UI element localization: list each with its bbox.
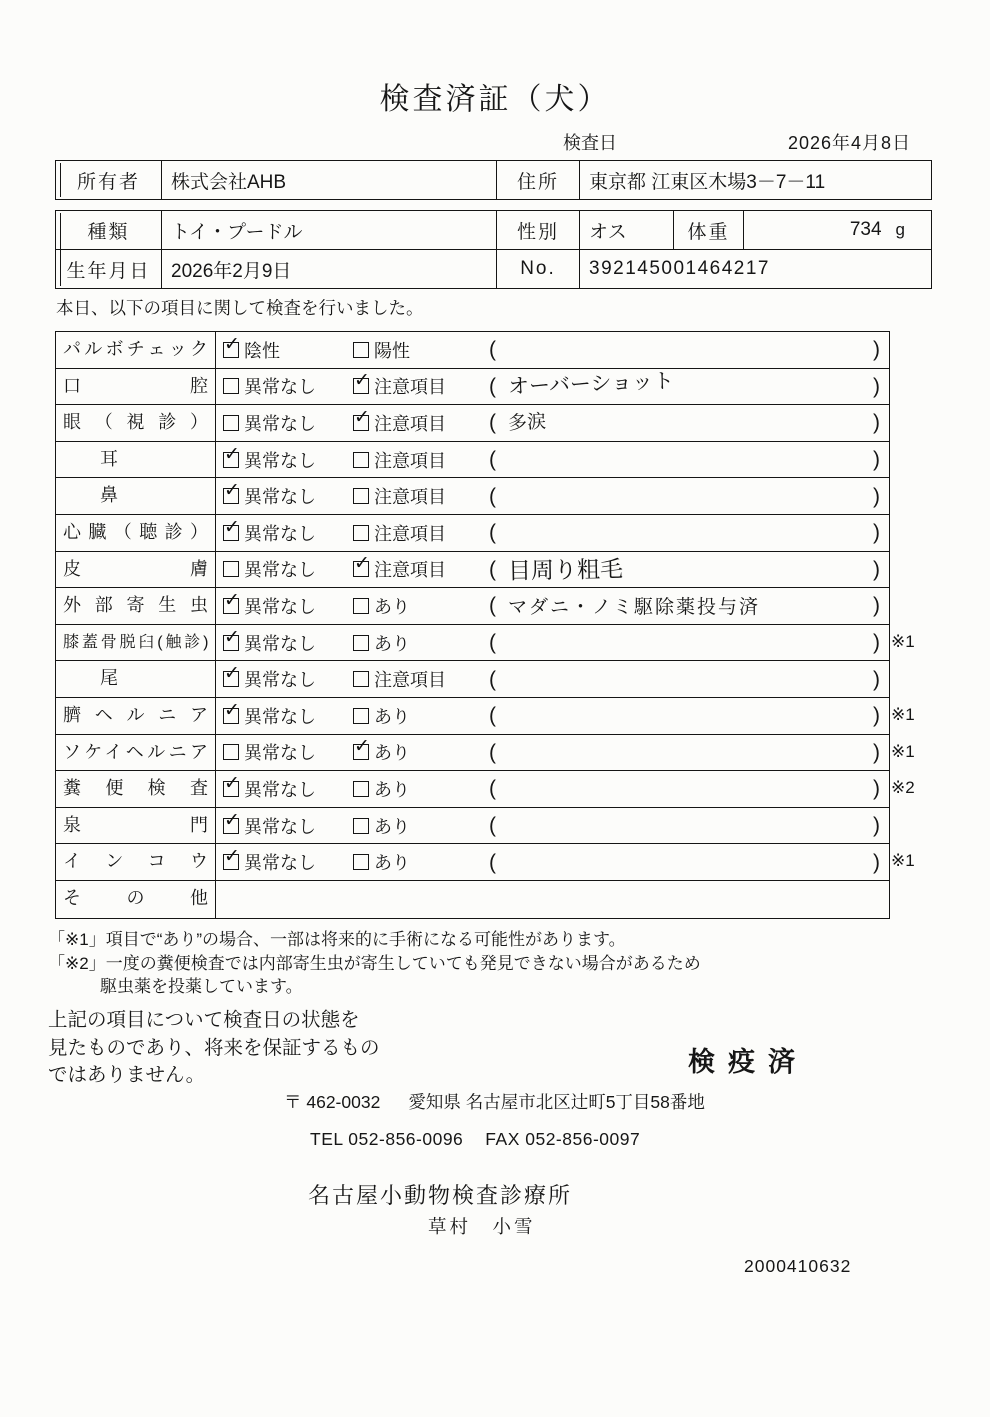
checkbox-label: 異常なし [244,413,316,434]
checkbox-icon [353,415,369,431]
clinic-tel-line [310,1129,640,1150]
open-paren: ( [489,814,496,838]
checkbox-icon [223,818,239,834]
remark-field [489,515,889,551]
checkbox-label: 注意項目 [374,560,446,581]
checkbox-label: 注意項目 [374,670,446,691]
breed-row [56,211,931,249]
weight-value: 734 [849,219,882,240]
exam-row-fontanelle [56,808,889,845]
exam-item-label: 心臓（聴診） [56,515,216,551]
footnote-marker: ※1 [891,741,915,761]
clinic-postal-line [284,1089,705,1114]
footnote-2: 「※2」一度の糞便検査では内部寄生虫が寄生していても発見できない場合があるため [48,953,701,973]
checkbox-icon [223,781,239,797]
checkbox-label: 異常なし [244,596,316,617]
document-number: 2000410632 [744,1256,852,1276]
checkbox-label: 異常なし [244,560,316,581]
exam-item-label: 口腔 [56,369,216,405]
checkbox-label: 異常なし [244,633,316,654]
remark-field [489,698,889,734]
owner-value: 株式会社AHB [161,161,496,199]
close-paren: ) [873,777,880,801]
breed-value: トイ・プードル [161,211,496,249]
close-paren: ) [873,374,880,398]
checkbox-option [223,478,353,514]
exam-item-label: 尾 [56,661,216,697]
checkbox-icon [223,415,239,431]
checkbox-option [353,625,489,661]
checkbox-icon [353,744,369,760]
remark-field [489,735,889,771]
remark-field [489,625,889,661]
exam-item-label: 糞便検査 [56,771,216,807]
checkbox-option [223,698,353,734]
open-paren: ( [489,850,496,874]
close-paren: ) [873,631,880,655]
checkbox-label: あり [374,706,410,727]
exam-item-label: 臍ヘルニア [56,698,216,734]
checkbox-option [223,771,353,807]
remark-field [489,552,889,588]
checkbox-icon [223,488,239,504]
checkbox-option [353,405,489,441]
close-paren: ) [873,484,880,508]
exam-item-label: パルボチェック [56,332,216,368]
sex-label: 性別 [496,211,579,249]
checkbox-option [223,405,353,441]
checkbox-icon [223,854,239,870]
checkbox-label: 異常なし [244,853,316,874]
open-paren: ( [489,704,496,728]
birth-row [56,249,931,288]
open-paren: ( [489,740,496,764]
handwritten-remark: 多涙 [507,411,547,435]
checkbox-option [353,735,489,771]
checkbox-label: 異常なし [244,450,316,471]
handwritten-remark: 目周り粗毛 [507,555,624,584]
checkbox-option [353,369,489,405]
checkbox-option [353,478,489,514]
remark-field [489,442,889,478]
checkbox-label: 陽性 [374,340,410,361]
close-paren: ) [873,594,880,618]
checkbox-icon [353,452,369,468]
disclaimer-line-3: ではありません。 [48,1064,206,1086]
exam-row-umbilical-hernia [56,698,915,735]
checkbox-label: 異常なし [244,487,316,508]
handwritten-remark: オーバーショット [507,370,675,399]
checkbox-label: 注意項目 [374,450,446,471]
owner-table [55,160,932,200]
checkbox-icon [353,378,369,394]
exam-row-eyes [56,405,889,442]
remark-field [489,844,889,880]
checkbox-label: あり [374,779,410,800]
exam-item-label: 眼（視診） [56,405,216,441]
birth-label: 生年月日 [66,260,151,282]
open-paren: ( [489,667,496,691]
disclaimer [48,1007,380,1090]
exam-row-parvo [56,332,889,369]
checkbox-icon [223,635,239,651]
checkbox-icon [223,525,239,541]
checkbox-option [353,552,489,588]
checkbox-label: あり [374,596,410,617]
exam-row-parasites [56,588,889,625]
checkbox-icon [223,342,239,358]
other-empty-cell [216,881,889,918]
exam-row-heart [56,515,889,552]
checkbox-label: 異常なし [244,377,316,398]
exam-item-label: インコウ [56,844,216,880]
exam-item-label: 外部寄生虫 [56,588,216,624]
open-paren: ( [489,631,496,655]
birth-value: 2026年2月9日 [161,250,496,288]
exam-row-fecal [56,771,915,808]
checkbox-icon [353,635,369,651]
checkbox-option [353,844,489,880]
exam-item-label: 耳 [56,442,216,478]
checkbox-icon [353,488,369,504]
checkbox-icon [353,781,369,797]
checkbox-option [223,369,353,405]
exam-row-mouth [56,369,889,406]
checkbox-option [353,442,489,478]
checkbox-option [353,515,489,551]
checkbox-icon [223,561,239,577]
intro-text: 本日、以下の項目に関して検査を行いました。 [56,298,424,318]
clinic-tel: TEL 052-856-0096 [310,1129,464,1149]
checkbox-label: 陰性 [244,340,280,361]
close-paren: ) [873,557,880,581]
address-label: 住所 [496,161,579,199]
checkbox-option [223,332,353,368]
open-paren: ( [489,521,496,545]
remark-field [489,771,889,807]
owner-label: 所有者 [76,171,140,193]
exam-row-skin [56,552,889,589]
footnotes [48,928,701,999]
checkbox-icon [223,452,239,468]
close-paren: ) [873,850,880,874]
remark-field [489,332,889,368]
close-paren: ) [873,338,880,362]
footnote-marker: ※1 [891,631,915,651]
remark-field [489,661,889,697]
remark-text: マダニ・ノミ駆除薬投与済 [508,597,761,619]
checkbox-icon [223,598,239,614]
checkbox-icon [353,818,369,834]
checkbox-icon [223,671,239,687]
clinic-address: 愛知県 名古屋市北区辻町5丁目58番地 [408,1092,705,1112]
checkbox-icon [223,744,239,760]
checkbox-icon [353,342,369,358]
checkbox-label: あり [374,853,410,874]
checkbox-option [353,661,489,697]
footnote-marker: ※1 [891,704,915,724]
footnote-marker: ※2 [891,778,915,798]
checkbox-option [223,588,353,624]
footnote-2-cont: 駆虫薬を投薬しています。 [100,977,303,996]
checkbox-option [353,771,489,807]
footnote-marker: ※1 [891,851,915,871]
sex-value: オス [579,211,673,249]
remark-field [489,808,889,844]
remark-field [489,588,889,624]
checkbox-icon [353,671,369,687]
exam-item-label: 泉門 [56,808,216,844]
clinic-fax: FAX 052-856-0097 [485,1129,641,1149]
checkbox-label: あり [374,633,410,654]
checkbox-label: あり [374,743,410,764]
inspection-date-label: 検査日 [563,133,617,153]
checkbox-option [223,552,353,588]
breed-label: 種類 [87,221,130,243]
exam-item-label: 膝蓋骨脱臼(触診) [56,625,216,661]
weight-unit: g [895,220,905,239]
checkbox-icon [353,525,369,541]
close-paren: ) [873,521,880,545]
weight-value-cell [743,211,931,249]
checkbox-label: 異常なし [244,743,316,764]
checkbox-label: 注意項目 [374,487,446,508]
close-paren: ) [873,667,880,691]
close-paren: ) [873,411,880,435]
inspection-date-value: 2026年4月8日 [788,133,912,153]
checkbox-option [223,735,353,771]
exam-row-patella [56,625,915,662]
checkbox-option [353,588,489,624]
open-paren: ( [489,411,496,435]
checkbox-option [223,661,353,697]
checkbox-icon [353,708,369,724]
checkbox-label: あり [374,816,410,837]
disclaimer-line-2: 見たものであり、将来を保証するもの [48,1036,380,1059]
no-label: No. [496,250,579,288]
checkbox-option [223,442,353,478]
open-paren: ( [489,374,496,398]
open-paren: ( [489,448,496,472]
clinic-name: 名古屋小動物検査診療所 [308,1183,573,1208]
disclaimer-line-1: 上記の項目について検査日の状態を [48,1009,360,1031]
address-value: 東京都 江東区木場3－7－11 [579,161,931,199]
postal-code: 〒 462-0032 [284,1092,381,1112]
animal-info-table [55,210,932,289]
exam-item-label: 鼻 [56,478,216,514]
close-paren: ) [873,448,880,472]
checkbox-icon [353,561,369,577]
exam-row-inguinal-hernia [56,735,915,772]
checkbox-label: 異常なし [244,816,316,837]
open-paren: ( [489,557,496,581]
remark-field [489,478,889,514]
checkbox-icon [223,378,239,394]
remark-field [489,405,889,441]
checkbox-option [223,625,353,661]
exam-item-label: 皮膚 [56,552,216,588]
exam-row-other [56,881,889,918]
checkbox-label: 異常なし [244,670,316,691]
page-title: 検査済証（犬） [379,83,611,116]
checkbox-option [223,844,353,880]
weight-label: 体重 [673,211,743,249]
checkbox-option [223,808,353,844]
open-paren: ( [489,594,496,618]
checkbox-option [223,515,353,551]
checkbox-option [353,808,489,844]
close-paren: ) [873,704,880,728]
checkbox-icon [353,854,369,870]
exam-row-inkou [56,844,915,881]
close-paren: ) [873,814,880,838]
owner-row [56,161,931,199]
checkbox-label: 異常なし [244,779,316,800]
close-paren: ) [873,740,880,764]
checkbox-label: 注意項目 [374,413,446,434]
exam-item-label: ソケイヘルニア [56,735,216,771]
exam-item-label: その他 [56,881,216,918]
open-paren: ( [489,777,496,801]
veterinarian-name: 草村 小雪 [428,1216,536,1237]
checkbox-option [353,332,489,368]
checkbox-label: 注意項目 [374,377,446,398]
checkbox-icon [223,708,239,724]
checkbox-option [353,698,489,734]
footnote-1: 「※1」項目で“あり”の場合、一部は将来的に手術になる可能性があります。 [48,930,626,949]
open-paren: ( [489,338,496,362]
checkbox-label: 異常なし [244,706,316,727]
quarantine-stamp: 検疫済 [688,1047,808,1077]
exam-row-tail [56,661,889,698]
exam-row-ears [56,442,889,479]
open-paren: ( [489,484,496,508]
exam-row-nose [56,478,889,515]
exam-table [55,331,915,919]
remark-field [489,369,889,405]
checkbox-label: 注意項目 [374,523,446,544]
exam-table-wrap [55,331,915,919]
no-value: 392145001464217 [579,250,931,288]
checkbox-icon [353,598,369,614]
checkbox-label: 異常なし [244,523,316,544]
